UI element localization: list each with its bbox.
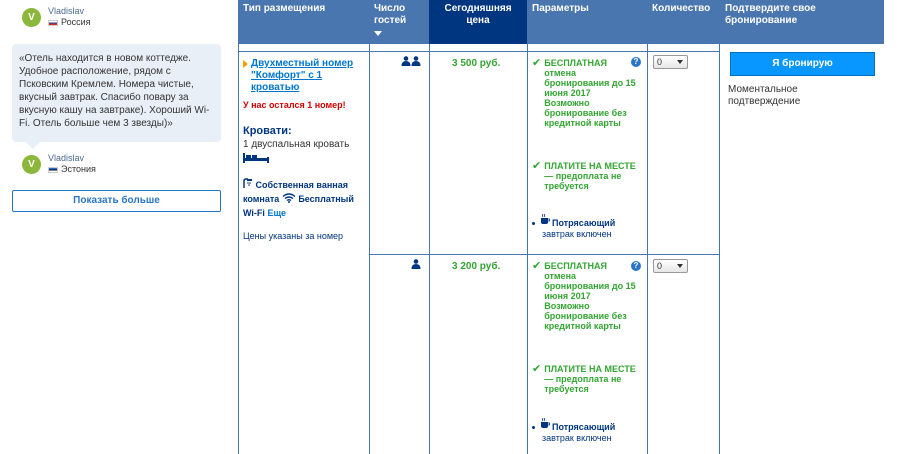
- breakfast-bold: Потрясающий: [552, 422, 616, 432]
- quantity-value: 0: [657, 261, 663, 271]
- one-guest-icon: [411, 259, 421, 269]
- check-icon: ✔: [532, 260, 542, 272]
- chevron-down-icon: [677, 60, 683, 64]
- breakfast-bold: Потрясающий: [552, 218, 616, 228]
- expand-arrow-icon: [243, 60, 248, 68]
- divider: [527, 44, 528, 454]
- shower-icon: [243, 178, 253, 189]
- check-icon: ✔: [532, 363, 542, 375]
- instant-confirmation: Моментальное подтверждение: [728, 84, 801, 107]
- divider: [238, 51, 720, 52]
- header-price: Сегодняшняя цена: [429, 0, 527, 44]
- reviewer-name: Vladislav: [48, 153, 85, 163]
- table-header: [238, 0, 884, 44]
- row-price: 3 500 руб.: [452, 58, 501, 69]
- room-title: [243, 58, 363, 94]
- quantity-select[interactable]: [653, 55, 688, 69]
- divider: [238, 44, 239, 454]
- header-guests-label: Число гостей: [374, 3, 407, 26]
- divider: [369, 44, 370, 454]
- row-price: 3 200 руб.: [452, 261, 501, 272]
- quantity-value: 0: [657, 57, 663, 67]
- free-cancellation: [532, 261, 642, 331]
- reviewer-country: [48, 164, 96, 175]
- divider: [647, 44, 648, 454]
- help-icon[interactable]: ?: [631, 57, 641, 67]
- pay-text: — предоплата не требуется: [544, 374, 622, 394]
- header-guests[interactable]: [369, 0, 420, 44]
- pay-title: ПЛАТИТЕ НА МЕСТЕ: [544, 161, 636, 171]
- country-label: Россия: [61, 17, 91, 27]
- header-params: Параметры: [532, 3, 589, 14]
- beds-value: 1 двуспальная кровать: [243, 139, 350, 150]
- pay-title: ПЛАТИТЕ НА МЕСТЕ: [544, 364, 636, 374]
- bullet: [532, 222, 535, 225]
- rooms-table: [238, 0, 884, 454]
- price-note: Цены указаны за номер: [243, 231, 344, 241]
- coffee-cup-icon: [540, 418, 550, 429]
- avatar: V: [22, 8, 41, 27]
- header-confirm: Подтвердите свое бронирование: [725, 3, 816, 26]
- quantity-select[interactable]: [653, 259, 688, 273]
- pay-at-property: [532, 364, 642, 394]
- check-icon: ✔: [532, 160, 542, 172]
- wifi-icon: [282, 193, 296, 203]
- breakfast-text: завтрак включен: [542, 433, 612, 443]
- free-cancellation: [532, 58, 642, 128]
- amenity-bathroom: Собственная ванная комната: [243, 180, 348, 204]
- rooms-left-warning: У нас остался 1 номер!: [243, 100, 346, 110]
- help-icon[interactable]: ?: [631, 261, 641, 271]
- avatar: V: [22, 155, 41, 174]
- reviewer-1: [22, 6, 91, 28]
- reviews-panel: [0, 0, 230, 454]
- estonia-flag-icon: [48, 167, 58, 173]
- review-text: «Отель находится в новом коттедже. Удобное расположение, рядом с Псковским Кремлем. Номера чистые, вкусный завтрак. Спасибо повару за вкусную кашу на завтраке). Хороший Wi-Fi. Отель больше чем 3 звезды)»: [12, 44, 221, 142]
- country-label: Эстония: [61, 164, 96, 174]
- check-icon: ✔: [532, 57, 542, 69]
- divider: [429, 44, 430, 454]
- header-quantity: Количество: [652, 3, 711, 14]
- divider: [369, 254, 720, 255]
- bullet: [532, 426, 535, 429]
- sort-down-icon[interactable]: [374, 31, 382, 36]
- free-cancel-title: БЕСПЛАТНАЯ: [544, 261, 607, 271]
- no-card-text: Возможно бронирование без кредитной карты: [544, 301, 627, 331]
- amenities: [243, 178, 363, 220]
- free-cancel-title: БЕСПЛАТНАЯ: [544, 58, 607, 68]
- reviewer-name: Vladislav: [48, 6, 85, 16]
- no-card-text: Возможно бронирование без кредитной карты: [544, 98, 627, 128]
- free-cancel-text: отмена бронирования до 15 июня 2017: [544, 271, 636, 301]
- room-title-link[interactable]: Двухместный номер "Комфорт" с 1 кроватью: [251, 58, 354, 93]
- two-guests-icon: [401, 56, 421, 66]
- pay-text: — предоплата не требуется: [544, 171, 622, 191]
- more-amenities-link[interactable]: Еще: [267, 208, 287, 218]
- reviewer-2: [22, 153, 96, 175]
- divider: [719, 44, 720, 454]
- reviewer-country: [48, 17, 91, 28]
- beds-title: Кровати:: [243, 125, 292, 137]
- coffee-cup-icon: [540, 214, 550, 225]
- free-cancel-text: отмена бронирования до 15 июня 2017: [544, 68, 636, 98]
- chevron-down-icon: [677, 264, 683, 268]
- russia-flag-icon: [48, 20, 58, 26]
- pay-at-property: [532, 161, 642, 191]
- breakfast-text: завтрак включен: [542, 229, 612, 239]
- show-more-button[interactable]: Показать больше: [12, 190, 221, 212]
- header-room-type: Тип размещения: [243, 3, 326, 14]
- book-button[interactable]: Я бронирую: [730, 52, 875, 76]
- amenity-wifi: Бесплатный Wi-Fi: [243, 194, 354, 218]
- double-bed-icon: [243, 152, 269, 164]
